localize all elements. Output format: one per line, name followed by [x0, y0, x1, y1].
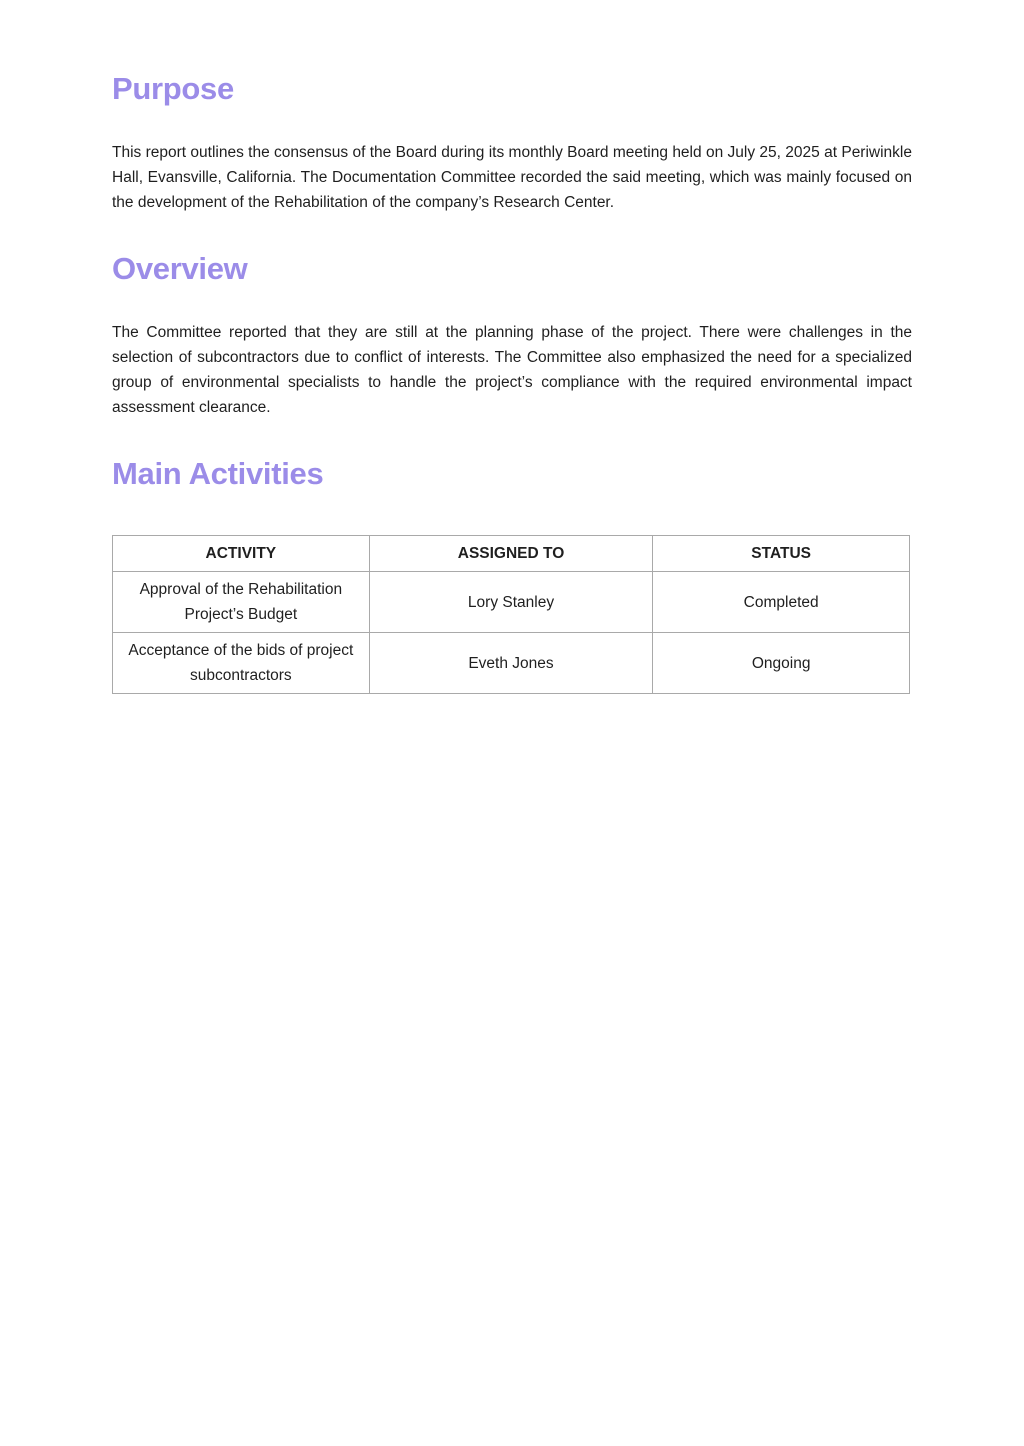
status-cell: Completed	[653, 572, 910, 633]
assigned-to-cell: Lory Stanley	[369, 572, 653, 633]
column-header-status: STATUS	[653, 536, 910, 572]
table-row	[113, 633, 910, 694]
main-activities-heading: Main Activities	[112, 456, 324, 491]
overview-heading: Overview	[112, 251, 248, 286]
column-header-assigned-to: ASSIGNED TO	[369, 536, 653, 572]
status-cell: Ongoing	[653, 633, 910, 694]
purpose-body: This report outlines the consensus of the Board during its monthly Board meeting held on July 25, 2025 at Periwinkle Hall, Evansville, California. The Documentation Committee recorded the said meeting, which was mainly focused on the development of the Rehabilitation of the company’s Research Center.	[112, 144, 912, 211]
column-header-activity: ACTIVITY	[113, 536, 370, 572]
assigned-to-cell: Eveth Jones	[369, 633, 653, 694]
activities-table	[112, 535, 910, 694]
overview-body: The Committee reported that they are still at the planning phase of the project. There were challenges in the selection of subcontractors due to conflict of interests. The Committee also emphasized the need for a specialized group of environmental specialists to handle the project’s compliance with the required environmental impact assessment clearance.	[112, 324, 912, 416]
table-row	[113, 572, 910, 633]
table-header-row	[113, 536, 910, 572]
purpose-heading: Purpose	[112, 71, 234, 106]
activity-cell: Acceptance of the bids of project subcontractors	[113, 633, 370, 694]
activity-cell: Approval of the Rehabilitation Project’s Budget	[113, 572, 370, 633]
